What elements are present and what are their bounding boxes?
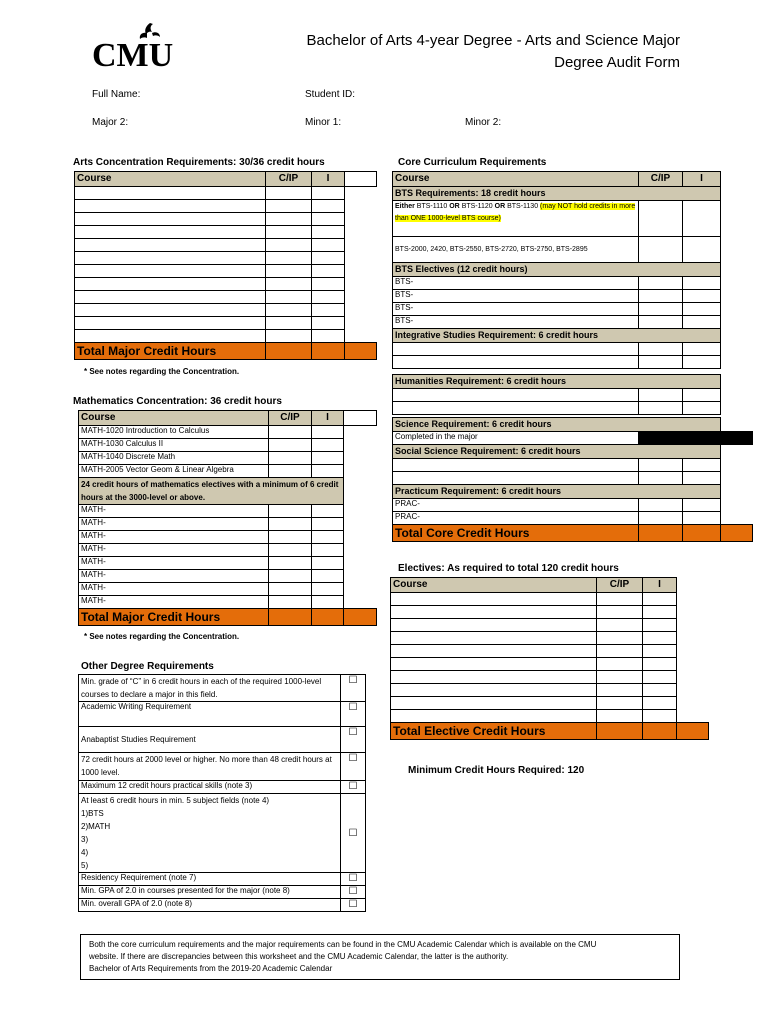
table-row[interactable]	[79, 570, 377, 583]
table-row[interactable]	[393, 389, 753, 402]
requirement-checkbox[interactable]: ☐	[341, 899, 366, 912]
math-elective-row: MATH-	[79, 596, 269, 609]
requirement-checkbox[interactable]: ☐	[341, 702, 366, 727]
table-row[interactable]	[79, 452, 377, 465]
practicum-label: Practicum Requirement: 6 credit hours	[393, 485, 721, 499]
math-elective-row: MATH-	[79, 518, 269, 531]
table-row[interactable]	[75, 252, 377, 265]
bts-electives-label: BTS Electives (12 credit hours)	[393, 263, 721, 277]
requirement-text: Residency Requirement (note 7)	[79, 873, 341, 886]
requirement-text: Anabaptist Studies Requirement	[79, 727, 341, 753]
bts-electives-band	[393, 263, 753, 277]
math-total-row	[79, 609, 377, 626]
full-name-label: Full Name:	[92, 89, 141, 100]
requirement-text: Min. grade of “C” in 6 credit hours in each of the required 1000-level courses to declare a major in this field.	[79, 675, 341, 702]
table-row[interactable]	[75, 239, 377, 252]
practicum-band	[393, 485, 753, 499]
table-row[interactable]	[75, 304, 377, 317]
math-course: MATH-1040 Discrete Math	[79, 452, 269, 465]
math-header-row	[79, 411, 377, 426]
footer-note	[80, 934, 680, 980]
math-elective-row: MATH-	[79, 570, 269, 583]
electives-total-label: Total Elective Credit Hours	[391, 723, 597, 740]
table-row[interactable]	[391, 593, 709, 606]
requirement-row	[79, 873, 366, 886]
col-cip: C/IP	[597, 578, 643, 593]
requirement-row	[79, 702, 366, 727]
requirement-row	[79, 899, 366, 912]
table-row[interactable]	[391, 645, 709, 658]
table-row[interactable]	[393, 356, 753, 369]
table-row[interactable]	[79, 518, 377, 531]
table-row[interactable]	[393, 472, 753, 485]
student-id-label: Student ID:	[305, 89, 356, 100]
title-line-1: Bachelor of Arts 4-year Degree - Arts and Science Major	[306, 32, 680, 49]
arts-header-row	[75, 172, 377, 187]
major2-label: Major 2:	[92, 117, 129, 128]
bts-list: BTS-2000, 2420, BTS-2550, BTS-2720, BTS-2750, BTS-2895	[393, 237, 639, 263]
requirement-text: Academic Writing Requirement	[79, 702, 341, 727]
requirement-checkbox[interactable]: ☐	[341, 781, 366, 794]
col-cip: C/IP	[266, 172, 312, 187]
electives-header-row	[391, 578, 709, 593]
table-row[interactable]	[391, 619, 709, 632]
bts-row: BTS-	[393, 303, 639, 316]
math-course: MATH-2005 Vector Geom & Linear Algebra	[79, 465, 269, 478]
table-row[interactable]	[393, 303, 753, 316]
arts-section-title: Arts Concentration Requirements: 30/36 credit hours	[73, 157, 325, 168]
arts-total-row	[75, 343, 377, 360]
table-row[interactable]	[79, 505, 377, 518]
humanities-label: Humanities Requirement: 6 credit hours	[393, 375, 721, 389]
cmu-logo	[92, 20, 210, 70]
col-i: I	[312, 172, 345, 187]
title-line-2: Degree Audit Form	[554, 54, 680, 71]
prac-row: PRAC-	[393, 512, 639, 525]
math-table	[78, 410, 377, 626]
electives-table	[390, 577, 709, 740]
table-row[interactable]	[393, 499, 753, 512]
bts-row: BTS-	[393, 316, 639, 329]
col-course: Course	[79, 411, 269, 426]
requirement-text: At least 6 credit hours in min. 5 subject fields (note 4) 1)BTS 2)MATH 3) 4) 5)	[79, 794, 341, 873]
math-section-title: Mathematics Concentration: 36 credit hours	[73, 396, 282, 407]
table-row[interactable]	[393, 316, 753, 329]
core-header-row	[393, 172, 753, 187]
table-row[interactable]	[391, 697, 709, 710]
requirement-row	[79, 753, 366, 781]
table-row[interactable]	[391, 658, 709, 671]
requirement-row	[79, 675, 366, 702]
table-row[interactable]	[391, 606, 709, 619]
social-label: Social Science Requirement: 6 credit hours	[393, 445, 721, 459]
bts-req-band	[393, 187, 753, 201]
table-row[interactable]	[393, 290, 753, 303]
arts-note: * See notes regarding the Concentration.	[84, 367, 240, 376]
table-row[interactable]	[393, 201, 753, 237]
other-section-title: Other Degree Requirements	[81, 661, 214, 672]
core-total-row	[393, 525, 753, 542]
requirement-checkbox[interactable]: ☐	[341, 675, 366, 702]
social-band	[393, 445, 753, 459]
table-row[interactable]	[79, 439, 377, 452]
table-row[interactable]	[75, 265, 377, 278]
arts-total-label: Total Major Credit Hours	[75, 343, 266, 360]
minor2-label: Minor 2:	[465, 117, 502, 128]
arts-table	[74, 171, 377, 360]
electives-section-title: Electives: As required to total 120 credit hours	[398, 563, 619, 574]
integrative-label: Integrative Studies Requirement: 6 credit hours	[393, 329, 721, 343]
math-total-label: Total Major Credit Hours	[79, 609, 269, 626]
math-note: * See notes regarding the Concentration.	[84, 632, 240, 641]
table-row[interactable]	[79, 465, 377, 478]
col-cip: C/IP	[269, 411, 312, 426]
science-band	[393, 418, 753, 432]
table-row[interactable]	[393, 512, 753, 525]
table-row[interactable]	[79, 596, 377, 609]
col-course: Course	[75, 172, 266, 187]
min-credit-hours: Minimum Credit Hours Required: 120	[408, 765, 585, 776]
logo-text: CMU	[92, 37, 174, 70]
table-row[interactable]	[79, 583, 377, 596]
table-row[interactable]	[391, 671, 709, 684]
math-elective-row: MATH-	[79, 583, 269, 596]
bts-either-text: Either BTS-1110 OR BTS-1120 OR BTS-1130 (may NOT hold credits in more than ONE 1000-level BTS course)	[393, 201, 639, 237]
table-row[interactable]	[393, 277, 753, 290]
col-i: I	[312, 411, 344, 426]
requirement-row	[79, 727, 366, 753]
math-course: MATH-1020 Introduction to Calculus	[79, 426, 269, 439]
col-course: Course	[393, 172, 639, 187]
integrative-band	[393, 329, 753, 343]
bts-warning: (may NOT hold credits in more than ONE 1000-level BTS course)	[395, 203, 636, 222]
math-course: MATH-1030 Calculus II	[79, 439, 269, 452]
table-row[interactable]	[393, 402, 753, 415]
bts-row: BTS-	[393, 277, 639, 290]
core-total-label: Total Core Credit Hours	[393, 525, 639, 542]
table-row[interactable]	[393, 459, 753, 472]
science-completed-row: Completed in the major	[393, 432, 639, 445]
table-row[interactable]	[75, 213, 377, 226]
table-row[interactable]	[391, 710, 709, 723]
core-section-title: Core Curriculum Requirements	[398, 157, 547, 168]
requirement-row	[79, 794, 366, 873]
table-row[interactable]	[79, 557, 377, 570]
table-row[interactable]	[391, 632, 709, 645]
requirement-checkbox[interactable]: ☐	[341, 727, 366, 753]
footer-line-3: Bachelor of Arts Requirements from the 2019-20 Academic Calendar	[89, 964, 333, 973]
col-i: I	[643, 578, 677, 593]
requirement-text: Min. overall GPA of 2.0 (note 8)	[79, 899, 341, 912]
col-i: I	[683, 172, 721, 187]
table-row[interactable]	[391, 684, 709, 697]
requirement-checkbox[interactable]: ☐	[341, 886, 366, 899]
table-row[interactable]	[79, 531, 377, 544]
requirement-text: 72 credit hours at 2000 level or higher. No more than 48 credit hours at 1000 level.	[79, 753, 341, 781]
table-row[interactable]	[75, 278, 377, 291]
requirement-row	[79, 781, 366, 794]
math-elective-row: MATH-	[79, 544, 269, 557]
other-requirements-table	[78, 674, 366, 912]
col-course: Course	[391, 578, 597, 593]
table-row[interactable]	[393, 343, 753, 356]
math-elective-row: MATH-	[79, 505, 269, 518]
footer-line-1: Both the core curriculum requirements and the major requirements can be found in the CMU Academic Calendar which is available on the CMU	[89, 940, 597, 949]
core-table	[392, 171, 753, 542]
requirement-checkbox[interactable]: ☐	[341, 753, 366, 781]
page-title	[240, 30, 680, 74]
math-electives-note: 24 credit hours of mathematics electives with a minimum of 6 credit hours at the 3000-level or above.	[79, 478, 344, 505]
table-row	[393, 432, 753, 445]
table-row[interactable]	[75, 187, 377, 200]
humanities-band	[393, 375, 753, 389]
minor1-label: Minor 1:	[305, 117, 342, 128]
footer-line-2: website. If there are discrepancies between this worksheet and the CMU Academic Calendar, the latter is the authority.	[89, 952, 509, 961]
requirement-row	[79, 886, 366, 899]
table-row[interactable]	[79, 544, 377, 557]
science-label: Science Requirement: 6 credit hours	[393, 418, 721, 432]
prac-row: PRAC-	[393, 499, 639, 512]
bts-row: BTS-	[393, 290, 639, 303]
table-row[interactable]	[75, 226, 377, 239]
requirement-checkbox[interactable]: ☐	[341, 794, 366, 873]
math-elective-row: MATH-	[79, 557, 269, 570]
table-row[interactable]	[75, 330, 377, 343]
bts-req-label: BTS Requirements: 18 credit hours	[393, 187, 721, 201]
requirement-text: Maximum 12 credit hours practical skills (note 3)	[79, 781, 341, 794]
requirement-checkbox[interactable]: ☐	[341, 873, 366, 886]
table-row[interactable]	[79, 426, 377, 439]
table-row[interactable]	[75, 317, 377, 330]
col-cip: C/IP	[639, 172, 683, 187]
table-row[interactable]	[75, 200, 377, 213]
electives-total-row	[391, 723, 709, 740]
table-row[interactable]	[75, 291, 377, 304]
math-electives-band	[79, 478, 377, 505]
requirement-text: Min. GPA of 2.0 in courses presented for the major (note 8)	[79, 886, 341, 899]
table-row[interactable]	[393, 237, 753, 263]
math-elective-row: MATH-	[79, 531, 269, 544]
